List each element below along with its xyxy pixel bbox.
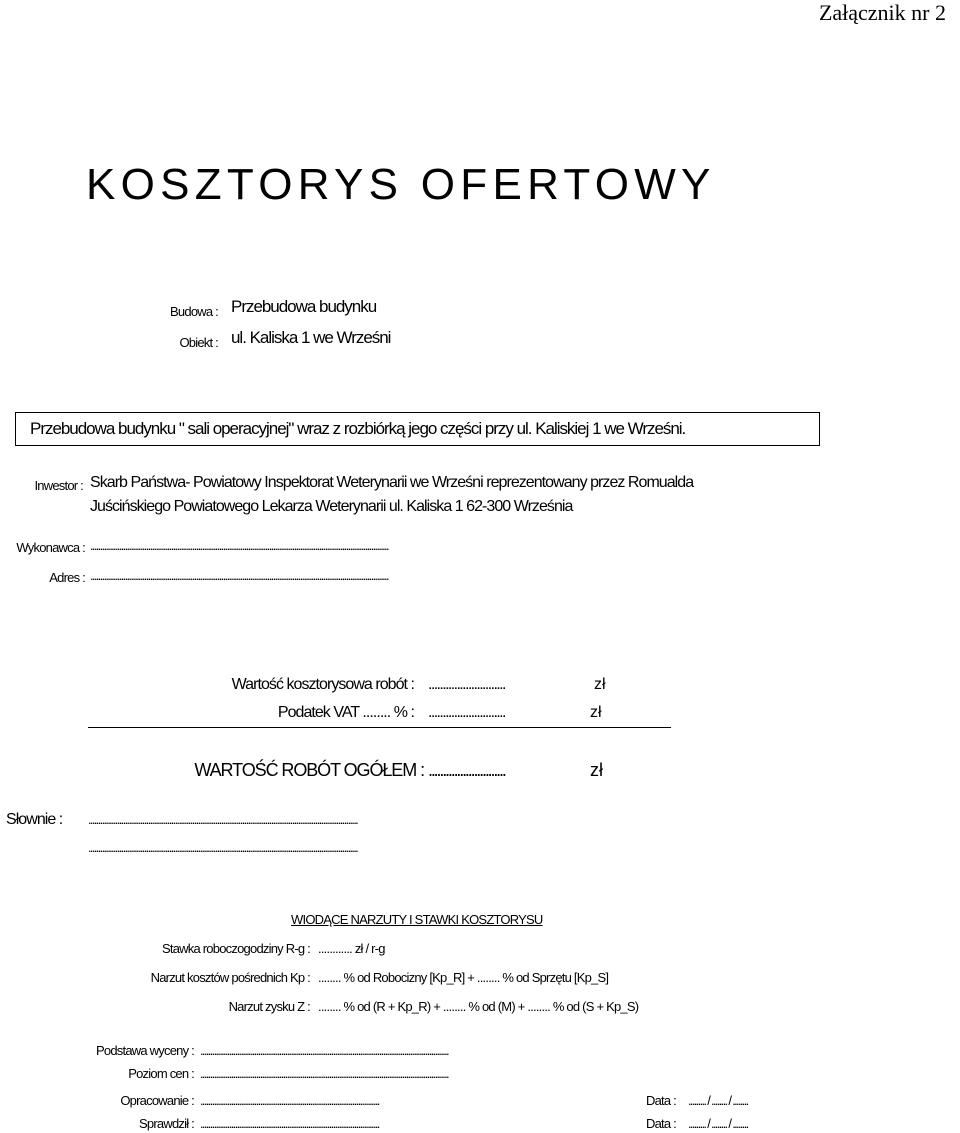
description-box-right — [819, 412, 820, 446]
poziom-value: ................................................................................................................................. — [200, 1066, 448, 1081]
obiekt-label: Obiekt : — [179, 335, 218, 350]
rates-heading: WIODĄCE NARZUTY I STAWKI KOSZTORYSU — [291, 912, 543, 927]
inwestor-line-2: Juścińskiego Powiatowego Lekarza Weterynarii ul. Kaliska 1 62-300 Września — [90, 498, 573, 515]
values-divider — [88, 727, 671, 728]
slownie-line-2: ............................................................................................................................................ — [88, 840, 358, 855]
adres-value: ........................................................................................................................................................... — [90, 568, 388, 583]
stawka-value: ............ zł / r-g — [318, 941, 385, 956]
total-label: WARTOŚĆ ROBÓT OGÓŁEM : — [194, 760, 424, 780]
opracowanie-value: ............................................................................................. — [200, 1093, 379, 1108]
sprawdzil-date-value: ......... / ........ / ........ — [688, 1116, 748, 1131]
description-box-top — [15, 412, 820, 413]
z-label: Narzut zysku Z : — [228, 999, 310, 1014]
poziom-label: Poziom cen : — [128, 1066, 194, 1081]
adres-label: Adres : — [49, 570, 85, 585]
sprawdzil-value: ............................................................................................. — [200, 1116, 379, 1131]
total-unit: zł — [590, 760, 603, 780]
vat-label: Podatek VAT ........ % : — [277, 704, 414, 721]
budowa-value: Przebudowa budynku — [231, 297, 377, 316]
obiekt-value: ul. Kaliska 1 we Wrześni — [231, 328, 391, 347]
opracowanie-date-value: ......... / ........ / ........ — [688, 1093, 748, 1108]
wykonawca-value: ........................................................................................................................................................... — [90, 538, 388, 553]
wartosc-value: ........................... — [428, 676, 505, 693]
description-box-bottom — [15, 445, 820, 446]
slownie-label: Słownie : — [6, 811, 63, 828]
opracowanie-date-label: Data : — [646, 1093, 677, 1108]
kp-label: Narzut kosztów pośrednich Kp : — [150, 970, 310, 985]
description-box-left — [15, 412, 16, 446]
annex-label: Załącznik nr 2 — [818, 0, 946, 25]
vat-value: ........................... — [428, 704, 505, 721]
kp-value: ........ % od Robocizny [Kp_R] + ........ % od Sprzętu [Kp_S] — [318, 970, 609, 985]
wykonawca-label: Wykonawca : — [16, 540, 85, 555]
z-value: ........ % od (R + Kp_R) + ........ % od (M) + ........ % od (S + Kp_S) — [318, 999, 639, 1014]
sprawdzil-label: Sprawdził : — [139, 1116, 194, 1131]
wartosc-label: Wartość kosztorysowa robót : — [231, 676, 414, 693]
stawka-label: Stawka roboczogodziny R-g : — [161, 941, 310, 956]
opracowanie-label: Opracowanie : — [120, 1093, 194, 1108]
work-description: Przebudowa budynku " sali operacyjnej" wraz z rozbiórką jego części przy ul. Kaliskiej 1 we Wrześni. — [30, 419, 686, 438]
wartosc-unit: zł — [594, 676, 606, 693]
inwestor-line-1: Skarb Państwa- Powiatowy Inspektorat Weterynarii we Wrześni reprezentowany przez Romualda — [90, 474, 694, 491]
podstawa-value: ................................................................................................................................. — [200, 1043, 448, 1058]
slownie-line-1: ............................................................................................................................................ — [88, 812, 358, 827]
sprawdzil-date-label: Data : — [646, 1116, 677, 1131]
total-value: ........................... — [428, 760, 505, 780]
budowa-label: Budowa : — [170, 304, 218, 319]
podstawa-label: Podstawa wyceny : — [95, 1043, 194, 1058]
inwestor-label: Inwestor : — [34, 478, 83, 493]
page-title: KOSZTORYS OFERTOWY — [86, 160, 716, 209]
vat-unit: zł — [590, 704, 602, 721]
